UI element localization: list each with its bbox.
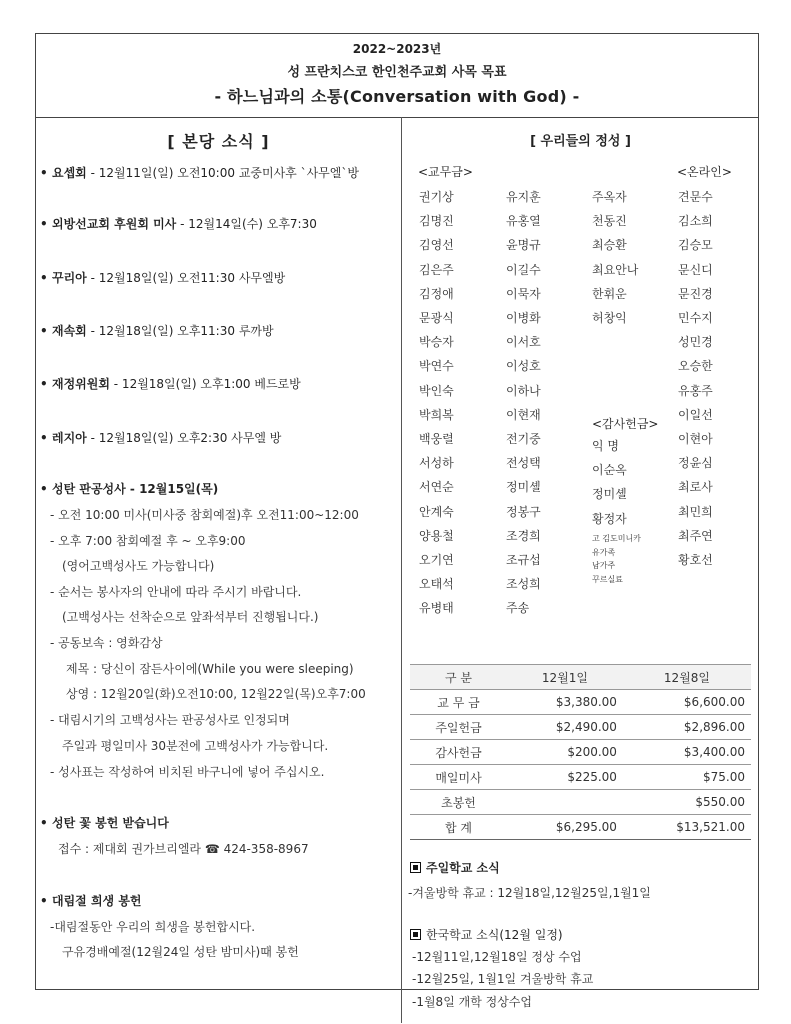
col-header-date1: 12월1일	[507, 665, 623, 690]
donor-name: 김승모	[678, 238, 713, 253]
donor-name: 오기연	[419, 553, 454, 567]
donor-name: 주송	[506, 601, 530, 616]
donor-name: 이일선	[678, 407, 713, 422]
news-item	[40, 429, 281, 446]
row-value-date1: $2,490.00	[507, 715, 623, 740]
news-item-text: - 12월11일(일) 오전10:00 교중미사후 `사무엘`방	[86, 166, 359, 180]
donor-name: 김정애	[419, 286, 454, 301]
col-header-category: 구 분	[410, 665, 507, 690]
donor-name: 민수지	[678, 311, 713, 325]
donor-name: 주옥자	[592, 190, 627, 204]
row-value-date2: $6,600.00	[623, 690, 751, 715]
row-value-date1: $6,295.00	[507, 815, 623, 840]
bullet: •	[40, 431, 48, 445]
row-value-date1	[507, 790, 623, 815]
bullet: •	[40, 482, 48, 496]
donor-name: 오승한	[678, 359, 713, 374]
confession-line: 상영 : 12월20일(화)오전10:00, 12월22일(목)오후7:00	[66, 687, 366, 701]
donor-name: 전성택	[506, 456, 541, 471]
group-thanks-label: <감사헌금>	[592, 417, 659, 431]
confession-line: - 오전 10:00 미사(미사중 참회예절)후 오전11:00~12:00	[50, 508, 359, 522]
news-item-name: 꾸리아	[52, 271, 87, 285]
row-label: 초봉헌	[410, 790, 507, 815]
advent-title: 대림절 희생 봉헌	[52, 894, 142, 908]
square-bullet-icon	[410, 929, 421, 940]
donor-name: 꾸르실료	[592, 574, 623, 584]
table-row	[410, 740, 751, 765]
bullet: •	[40, 166, 48, 180]
news-item	[40, 164, 359, 181]
donor-name: 문광식	[419, 311, 454, 325]
donor-name: 박희복	[419, 407, 454, 422]
news-item-text: - 12월14일(수) 오후7:30	[176, 217, 317, 231]
confession-line: 주일과 평일미사 30분전에 고백성사가 가능합니다.	[62, 739, 329, 753]
confession-line: - 공동보속 : 영화감상	[50, 636, 163, 650]
bullet: •	[40, 377, 48, 391]
donor-name: 이병화	[506, 311, 541, 325]
advent-line: 구유경배예절(12월24일 성탄 밤미사)때 봉헌	[62, 945, 299, 959]
donor-name: 남가주	[592, 561, 616, 570]
confession-heading	[40, 480, 218, 497]
donor-name: 박연수	[419, 359, 454, 374]
donor-name: 최승환	[592, 238, 627, 253]
donor-name: 권기상	[419, 190, 454, 204]
donor-name: 정미셸	[506, 480, 541, 495]
donor-name: 이순옥	[592, 463, 627, 478]
group-offering-label: <교무금>	[418, 165, 473, 179]
table-row	[410, 715, 751, 740]
flowers-title: 성탄 꽃 봉헌 받습니다	[52, 816, 169, 830]
square-bullet-icon	[410, 862, 421, 873]
donor-name: 박인숙	[419, 383, 454, 398]
donor-name: 전기중	[506, 432, 541, 446]
bulletin-frame	[35, 33, 759, 1009]
donor-name: 이현아	[678, 432, 713, 446]
donor-name: 한휘운	[592, 286, 627, 301]
donor-name: 허창익	[592, 311, 627, 325]
bullet: •	[40, 324, 48, 338]
flowers-heading	[40, 814, 169, 831]
sunday-school-title: 주일학교 소식	[426, 861, 500, 875]
donor-name: 윤명규	[506, 238, 541, 253]
confession-line: - 대림시기의 고백성사는 판공성사로 인정되며	[50, 713, 290, 727]
korean-school-line: -12월25일, 1월1일 겨울방학 휴교	[412, 972, 594, 986]
news-item-name: 재정위원회	[52, 377, 110, 391]
donor-name: 최민희	[678, 504, 713, 519]
donor-name: 유홍열	[506, 214, 541, 229]
donor-name: 문신디	[678, 262, 713, 277]
donor-name: 서연순	[419, 480, 454, 495]
news-item-name: 요셉회	[52, 166, 87, 180]
donor-name: 조경희	[506, 528, 541, 543]
donor-name: 유병태	[419, 601, 454, 616]
col-header-date2: 12월8일	[623, 665, 751, 690]
donor-name: 익 명	[592, 439, 619, 453]
donor-name: 오태석	[419, 577, 454, 592]
row-value-date1: $225.00	[507, 765, 623, 790]
row-label: 매일미사	[410, 765, 507, 790]
donor-name: 황호선	[678, 553, 713, 567]
donor-name: 양용철	[419, 528, 454, 543]
donor-name: 천동진	[592, 214, 627, 229]
donor-name: 황정자	[592, 511, 627, 526]
news-item-name: 재속회	[52, 324, 87, 338]
confession-line: (영어고백성사도 가능합니다)	[62, 559, 215, 573]
korean-school-line: -1월8일 개학 정상수업	[412, 995, 532, 1009]
confession-line: - 순서는 봉사자의 안내에 따라 주시기 바랍니다.	[50, 585, 302, 599]
bullet: •	[40, 271, 48, 285]
donor-name: 이하나	[506, 383, 541, 398]
news-item-text: - 12월18일(일) 오후11:30 루까방	[86, 324, 274, 338]
donor-name: 성민경	[678, 335, 713, 350]
news-item-name: 외방선교회 후원회 미사	[52, 217, 177, 231]
row-value-date2: $550.00	[623, 790, 751, 815]
table-row-total	[410, 815, 751, 840]
korean-school-title: 한국학교 소식(12월 일정)	[426, 928, 563, 942]
donor-name: 조규섭	[506, 553, 541, 567]
donor-name: 김명진	[419, 214, 454, 229]
parish-news-title: [ 본당 소식 ]	[167, 132, 270, 151]
donor-name: 박승자	[419, 335, 454, 350]
confession-line: (고백성사는 선착순으로 앞좌석부터 진행됩니다.)	[62, 610, 319, 624]
column-divider	[401, 117, 402, 1023]
years-label: 2022~2023년	[352, 42, 442, 56]
donor-name: 이서호	[506, 335, 541, 350]
row-label: 주일헌금	[410, 715, 507, 740]
table-row	[410, 790, 751, 815]
row-value-date2: $75.00	[623, 765, 751, 790]
offerings-title: [ 우리들의 정성 ]	[530, 134, 631, 149]
news-item-name: 레지아	[52, 431, 87, 445]
donor-name: 고 김도미니카	[592, 534, 641, 543]
donor-name: 정미셸	[592, 487, 627, 502]
confession-title: 성탄 판공성사 - 12월15일(목)	[52, 482, 219, 496]
donor-name: 이성호	[506, 359, 541, 374]
donor-name: 유지훈	[506, 190, 541, 204]
confession-line: - 성사표는 작성하여 비치된 바구니에 넣어 주십시오.	[50, 765, 325, 779]
news-item-text: - 12월18일(일) 오후1:00 베드로방	[109, 377, 301, 391]
row-value-date2: $13,521.00	[623, 815, 751, 840]
offering-table	[410, 664, 751, 840]
donor-name: 유가족	[592, 547, 616, 557]
donor-name: 서성하	[419, 456, 454, 471]
donor-name: 문진경	[678, 286, 713, 301]
row-label: 감사헌금	[410, 740, 507, 765]
row-value-date1: $3,380.00	[507, 690, 623, 715]
advent-heading	[40, 892, 142, 909]
donor-name: 백웅렬	[419, 432, 454, 446]
donor-name: 견문수	[678, 190, 713, 204]
row-value-date1: $200.00	[507, 740, 623, 765]
confession-line: 제목 : 당신이 잠든사이에(While you were sleeping)	[66, 662, 354, 676]
offering-table-header	[410, 665, 751, 690]
row-label: 합 계	[410, 815, 507, 840]
theme-title: - 하느님과의 소통(Conversation with God) -	[214, 87, 580, 106]
bullet: •	[40, 816, 48, 830]
news-item	[40, 322, 274, 339]
sunday-school-line: -겨울방학 휴교 : 12월18일,12월25일,1월1일	[408, 886, 651, 900]
advent-line: -대림절동안 우리의 희생을 봉헌합시다.	[50, 920, 256, 934]
news-item-text: - 12월18일(일) 오전11:30 사무엘방	[86, 271, 286, 285]
row-value-date2: $3,400.00	[623, 740, 751, 765]
sunday-school-heading	[410, 859, 500, 876]
confession-line: - 오후 7:00 참회예절 후 ~ 오후9:00	[50, 534, 246, 548]
church-title: 성 프란치스코 한인천주교회 사목 목표	[287, 65, 507, 80]
donor-name: 안계숙	[419, 504, 454, 519]
donor-name: 유홍주	[678, 383, 713, 398]
row-value-date2: $2,896.00	[623, 715, 751, 740]
korean-school-heading	[410, 926, 563, 943]
donor-name: 최로사	[678, 480, 713, 495]
donor-name: 조성희	[506, 577, 541, 592]
news-item-text: - 12월18일(일) 오후2:30 사무엘 방	[86, 431, 282, 445]
donor-name: 정봉구	[506, 504, 541, 519]
donor-name: 김은주	[419, 262, 454, 277]
donor-name: 이현재	[506, 407, 541, 422]
table-row	[410, 690, 751, 715]
flowers-line: 접수 : 제대회 권가브리엘라 ☎ 424-358-8967	[58, 842, 309, 856]
donor-name: 이묵자	[506, 286, 541, 301]
korean-school-line: -12월11일,12월18일 정상 수업	[412, 950, 582, 964]
news-item	[40, 375, 301, 392]
news-item	[40, 215, 317, 232]
donor-name: 최요안나	[592, 262, 639, 277]
donor-name: 최주연	[678, 528, 713, 543]
bullet: •	[40, 217, 48, 231]
donor-name: 김영선	[419, 238, 454, 253]
bullet: •	[40, 894, 48, 908]
donor-name: 이길수	[506, 262, 541, 277]
group-online-label: <온라인>	[677, 165, 732, 179]
donor-name: 김소희	[678, 214, 713, 229]
donor-name: 정윤심	[678, 456, 713, 471]
row-label: 교 무 금	[410, 690, 507, 715]
bulletin-header	[36, 34, 758, 118]
table-row	[410, 765, 751, 790]
news-item	[40, 269, 285, 286]
